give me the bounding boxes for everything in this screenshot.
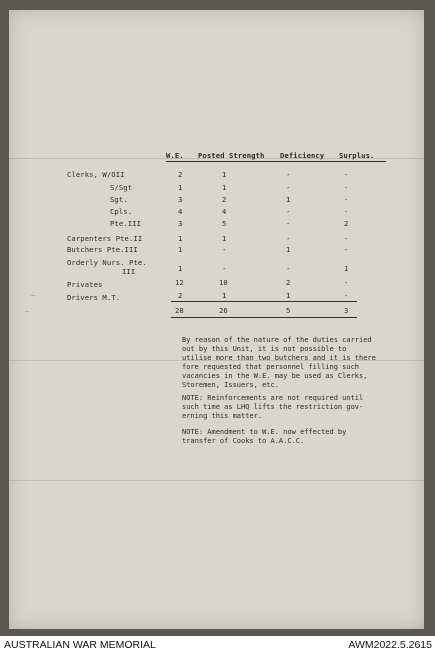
cell-posted: -: [222, 245, 227, 254]
cell-posted: 1: [222, 183, 227, 192]
header-we: W.E.: [166, 151, 184, 160]
cell-surplus: -: [344, 245, 349, 254]
note-line: vacancies in the W.E. may be used as Clerks,: [182, 371, 368, 380]
cell-posted: 2: [222, 195, 227, 204]
row-label: Carpenters Pte.II: [67, 234, 143, 243]
cell-posted: 5: [222, 219, 227, 228]
document-page: [9, 10, 424, 629]
row-label: Butchers Pte.III: [67, 245, 138, 254]
total-deficiency: 5: [286, 306, 291, 315]
note-line: out by this Unit, it is not possible to: [182, 344, 347, 353]
cell-we: 2: [178, 291, 183, 300]
cell-we: 1: [178, 183, 183, 192]
cell-deficiency: -: [286, 219, 291, 228]
cell-deficiency: -: [286, 207, 291, 216]
cell-deficiency: -: [286, 264, 291, 273]
cell-surplus: -: [344, 234, 349, 243]
cell-we: 4: [178, 207, 183, 216]
note-paragraph-1: [182, 336, 376, 389]
totals-rule: [171, 301, 357, 302]
cell-surplus: -: [344, 207, 349, 216]
note-line: transfer of Cooks to A.A.C.C.: [182, 436, 305, 445]
margin-mark: —: [25, 307, 30, 315]
total-posted: 26: [219, 306, 228, 315]
archive-footer: [0, 636, 435, 653]
cell-surplus: -: [344, 183, 349, 192]
header-rule: [166, 161, 386, 162]
cell-surplus: -: [344, 170, 349, 179]
cell-posted: 10: [219, 278, 228, 287]
cell-we: 1: [178, 264, 183, 273]
cell-deficiency: -: [286, 183, 291, 192]
fold-line: [9, 480, 424, 481]
note-line: Storemen, Issuers, etc.: [182, 380, 279, 389]
cell-deficiency: -: [286, 234, 291, 243]
cell-surplus: -: [344, 278, 349, 287]
row-label: Clerks, W/OII: [67, 170, 125, 179]
footer-institution: AUSTRALIAN WAR MEMORIAL: [4, 639, 156, 651]
note-paragraph-3: [182, 428, 346, 446]
note-line: utilise more than two butchers and it is there: [182, 353, 376, 362]
footer-accession-number: AWM2022.5.2615: [348, 639, 432, 651]
total-surplus: 3: [344, 306, 349, 315]
cell-posted: 1: [222, 291, 227, 300]
cell-posted: -: [222, 264, 227, 273]
header-surplus: Surplus.: [339, 151, 375, 160]
cell-deficiency: 2: [286, 278, 291, 287]
note-line: such time as LHQ lifts the restriction gov-: [182, 402, 364, 411]
cell-deficiency: 1: [286, 291, 291, 300]
row-label: Sgt.: [110, 195, 128, 204]
cell-surplus: 1: [344, 264, 349, 273]
note-line: erning this matter.: [182, 411, 263, 420]
cell-surplus: 2: [344, 219, 349, 228]
note-line: NOTE: Amendment to W.E. now effected by: [182, 428, 347, 436]
cell-we: 2: [178, 170, 183, 179]
cell-surplus: -: [344, 291, 349, 300]
row-label: S/Sgt: [110, 183, 133, 192]
margin-mark: –: [31, 291, 36, 299]
totals-underline: [171, 317, 357, 318]
cell-we: 1: [178, 245, 183, 254]
row-label: Pte.III: [110, 219, 141, 228]
cell-posted: 1: [222, 170, 227, 179]
total-we: 28: [175, 306, 184, 315]
note-line: NOTE: Reinforcements are not required until: [182, 394, 364, 402]
note-line: By reason of the nature of the duties carried: [182, 336, 372, 344]
cell-we: 3: [178, 219, 183, 228]
row-label: Orderly Nurs. Pte.: [67, 258, 147, 267]
cell-deficiency: 1: [286, 195, 291, 204]
cell-deficiency: -: [286, 170, 291, 179]
header-deficiency: Deficiency: [280, 151, 325, 160]
note-line: fore requested that personnel filling such: [182, 362, 360, 371]
row-label: Drivers M.T.: [67, 293, 121, 302]
row-label: Cpls.: [110, 207, 133, 216]
cell-deficiency: 1: [286, 245, 291, 254]
cell-surplus: -: [344, 195, 349, 204]
cell-posted: 4: [222, 207, 227, 216]
header-posted-strength: Posted Strength: [198, 151, 265, 160]
note-paragraph-2: [182, 394, 363, 421]
cell-we: 12: [175, 278, 184, 287]
cell-we: 3: [178, 195, 183, 204]
cell-posted: 1: [222, 234, 227, 243]
row-label: Privates: [67, 280, 103, 289]
cell-we: 1: [178, 234, 183, 243]
row-label-continued: III: [122, 267, 136, 276]
